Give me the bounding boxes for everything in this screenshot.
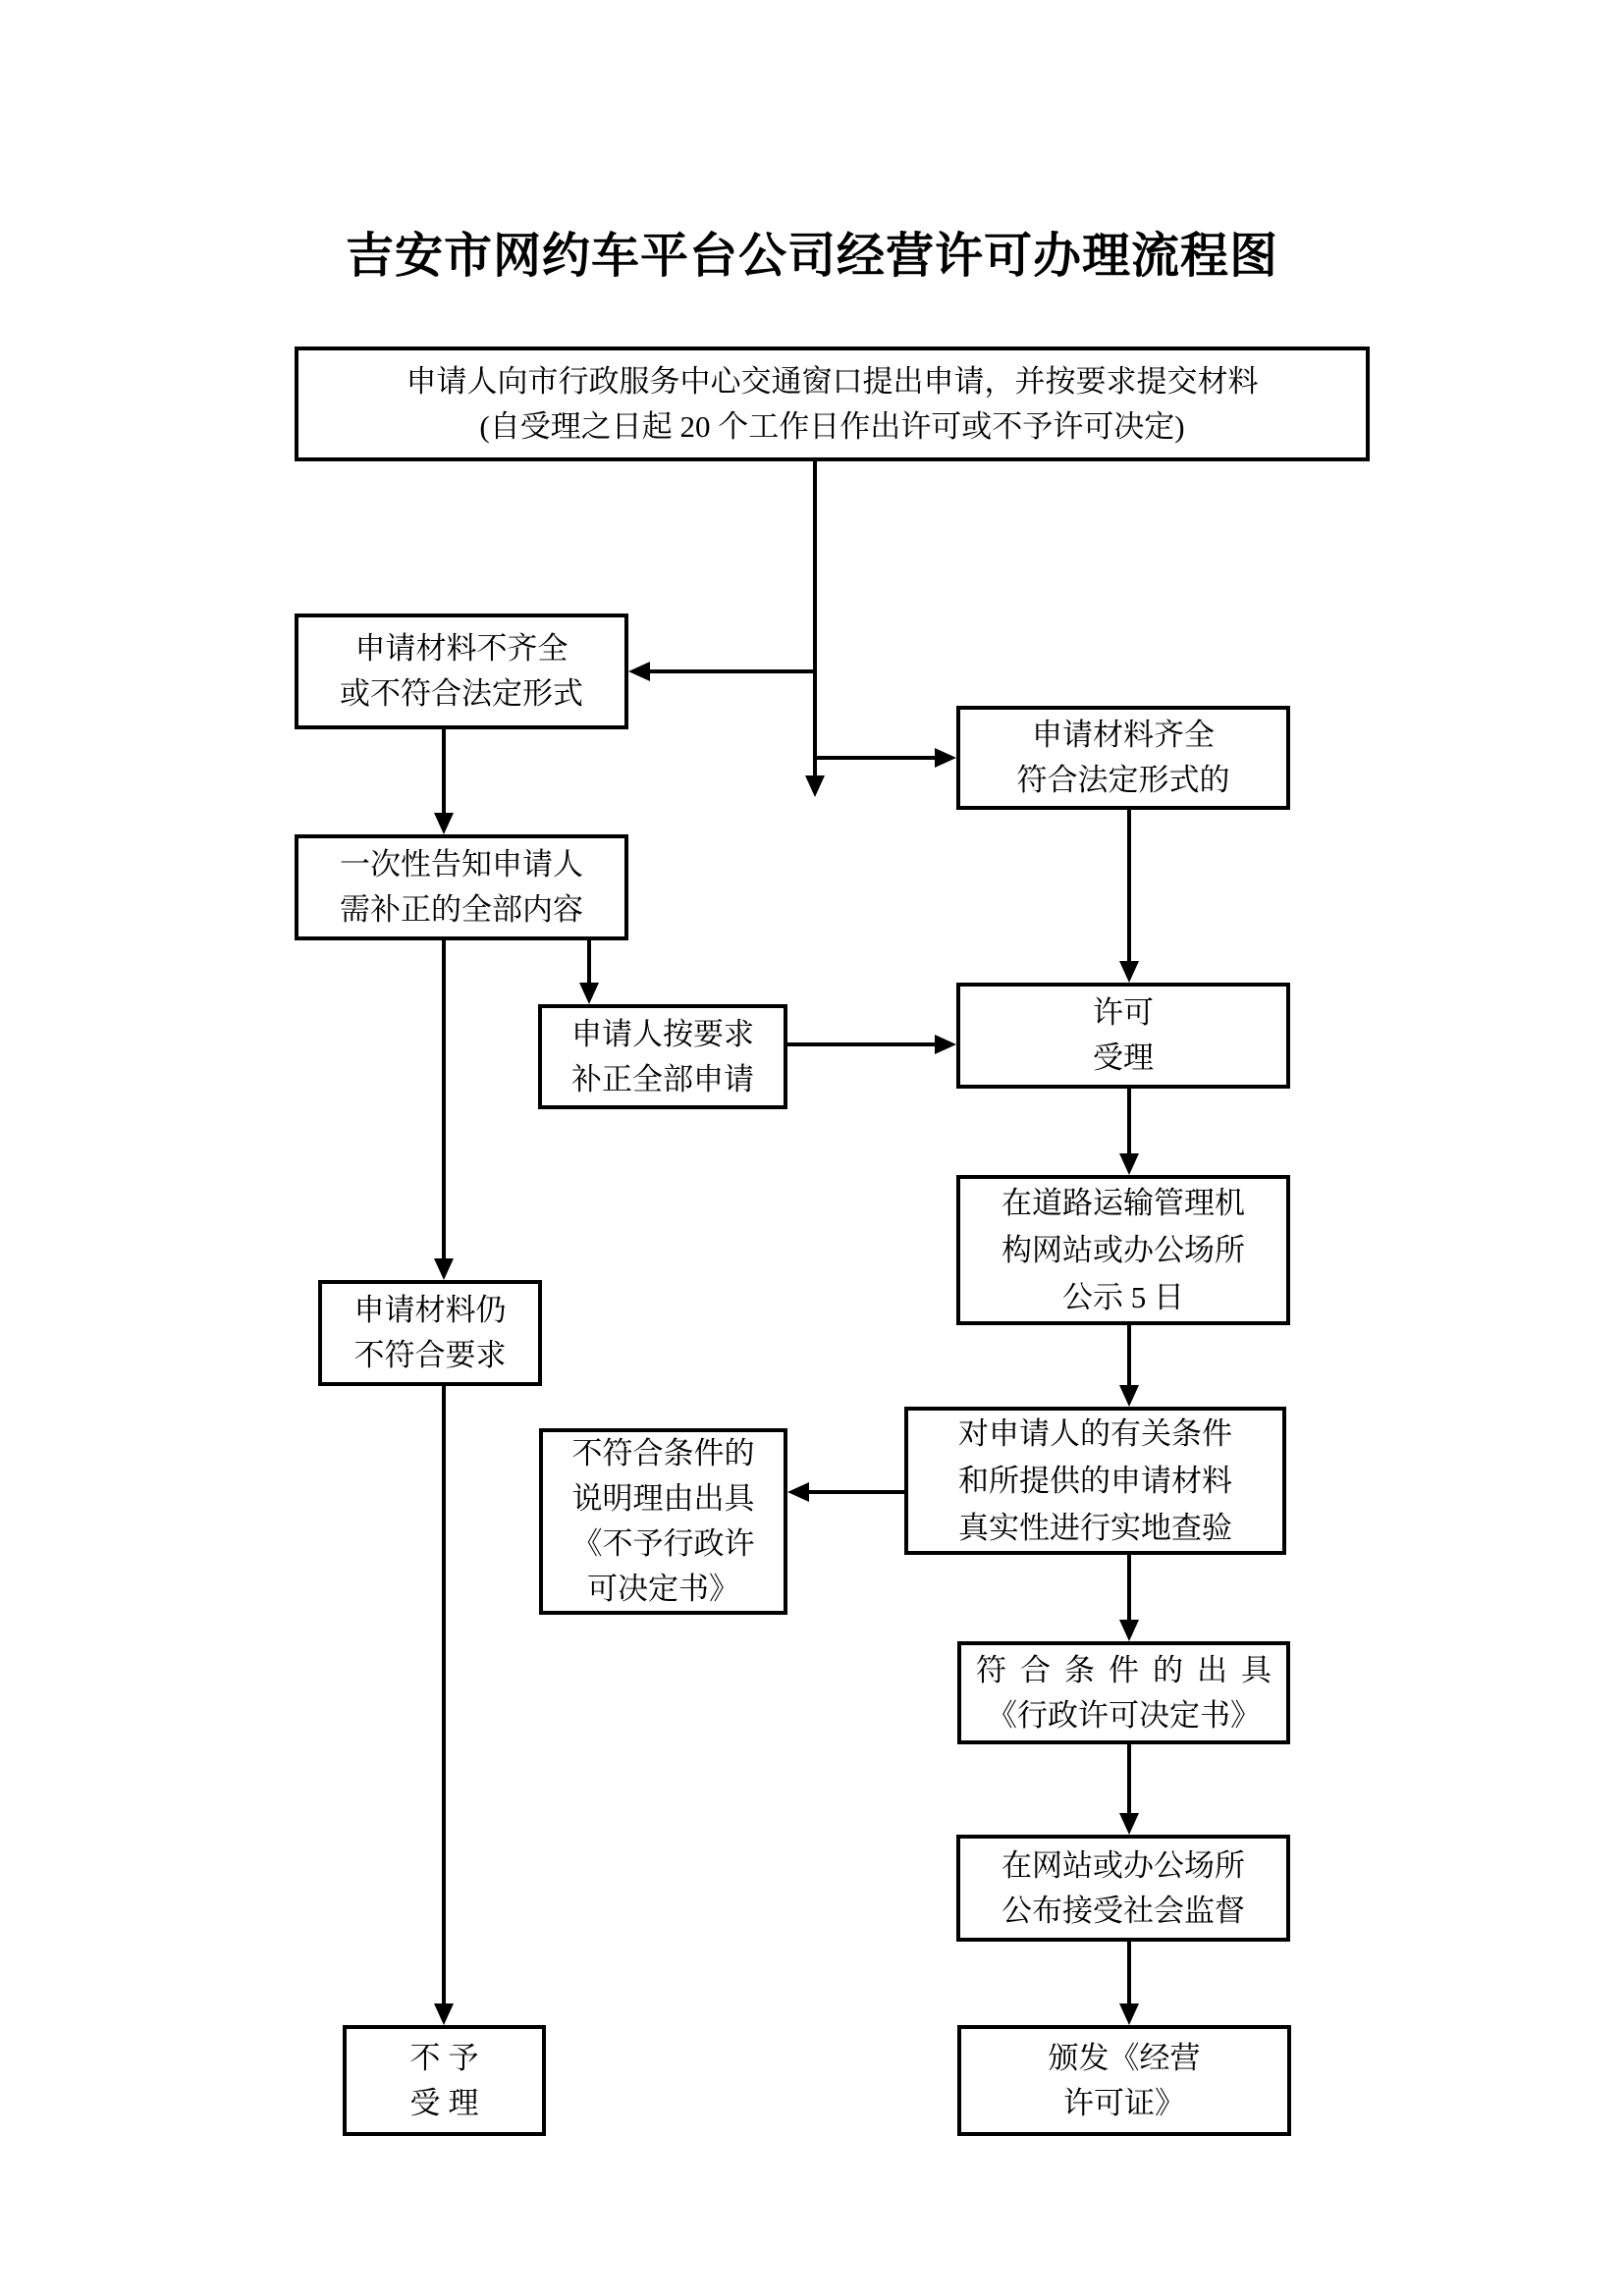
arrowhead-right-accept-icon xyxy=(935,1035,956,1054)
node-notify-corrections xyxy=(295,834,628,940)
node-text-line: 构网站或办公场所 xyxy=(1001,1232,1245,1267)
node-text-line: 或不符合法定形式 xyxy=(340,676,583,711)
node-text-line: 申请材料仍 xyxy=(353,1293,507,1327)
node-text-line: 在道路运输管理机 xyxy=(1001,1185,1245,1220)
node-text-line: 需补正的全部内容 xyxy=(340,892,583,927)
connector-correct-accept xyxy=(787,1042,937,1046)
node-text-line: 不符合要求 xyxy=(353,1338,507,1372)
node-text-line: 真实性进行实地查验 xyxy=(958,1510,1232,1545)
node-text-line: 申请材料不齐全 xyxy=(354,631,568,666)
node-rejection-document xyxy=(539,1428,787,1615)
node-materials-incomplete xyxy=(295,614,628,729)
arrowhead-down-approve-icon xyxy=(1119,1620,1139,1641)
connector-verify-approve xyxy=(1127,1555,1131,1620)
connector-incomplete-notify xyxy=(442,729,446,813)
node-text-line: 在网站或办公场所 xyxy=(1001,1847,1245,1883)
node-text-line: 不符合条件的 xyxy=(571,1436,755,1470)
node-field-verification xyxy=(904,1407,1286,1555)
arrowhead-down-accept-icon xyxy=(1119,961,1139,983)
connector-branch-left xyxy=(648,669,815,673)
arrowhead-down-issue-icon xyxy=(1119,2003,1139,2025)
connector-branch-right xyxy=(813,756,937,760)
node-approval-document xyxy=(957,1641,1290,1744)
arrowhead-down-publicize-icon xyxy=(1119,1153,1139,1175)
node-materials-complete xyxy=(956,706,1290,810)
connector-approve-announce xyxy=(1127,1744,1131,1813)
node-applicant-corrects xyxy=(538,1004,787,1109)
connector-accept-publicize xyxy=(1127,1089,1131,1153)
arrowhead-down-stillinvalid-icon xyxy=(434,1258,454,1280)
node-text-line: 对申请人的有关条件 xyxy=(958,1415,1232,1451)
connector-stem-vertical xyxy=(813,461,817,775)
node-text-line: 许可 xyxy=(1093,995,1154,1030)
node-text-line: 不予 xyxy=(409,2040,487,2075)
node-text-line: 受理 xyxy=(409,2085,487,2120)
arrowhead-down-verify-icon xyxy=(1119,1385,1139,1407)
node-not-accepted xyxy=(343,2025,546,2136)
arrowhead-left-incomplete-icon xyxy=(628,662,650,681)
node-text-line: 《不予行政许 xyxy=(571,1526,755,1561)
arrowhead-right-complete-icon xyxy=(935,748,956,768)
arrowhead-down-notaccepted-icon xyxy=(434,2003,454,2025)
node-text-line: 符合法定形式的 xyxy=(1016,763,1230,797)
node-public-notice-5-days xyxy=(956,1175,1290,1325)
node-still-not-compliant xyxy=(318,1280,542,1386)
node-text-line: 申请材料齐全 xyxy=(1032,718,1215,752)
node-public-supervision xyxy=(956,1835,1290,1942)
node-text-line: 可决定书》 xyxy=(587,1572,739,1606)
node-text-line: 和所提供的申请材料 xyxy=(958,1463,1232,1498)
connector-complete-accept xyxy=(1127,810,1131,961)
arrowhead-down-announce-icon xyxy=(1119,1813,1139,1835)
node-text-line: 《行政许可决定书》 xyxy=(987,1697,1261,1733)
node-issue-license xyxy=(957,2025,1291,2136)
node-text-line: 申请人向市行政服务中心交通窗口提出申请，并按要求提交材料 xyxy=(406,363,1259,399)
connector-verify-reject xyxy=(807,1490,904,1494)
node-text-line: 补正全部申请 xyxy=(571,1061,754,1096)
node-text-line: 说明理由出具 xyxy=(571,1481,755,1516)
connector-announce-issue xyxy=(1127,1942,1131,2003)
node-license-accepted xyxy=(956,983,1290,1089)
connector-publicize-verify xyxy=(1127,1325,1131,1385)
node-submit-application xyxy=(295,347,1370,461)
connector-stillinvalid-notaccepted xyxy=(442,1386,446,2003)
node-text-line: 受理 xyxy=(1093,1041,1154,1075)
connector-notify-correct xyxy=(587,940,591,983)
page-title: 吉安市网约车平台公司经营许可办理流程图 xyxy=(345,230,1278,283)
arrowhead-left-reject-icon xyxy=(787,1482,809,1502)
node-text-line: 许可证》 xyxy=(1063,2085,1185,2120)
connector-notify-stillinvalid xyxy=(442,940,446,1258)
node-text-line: 申请人按要求 xyxy=(571,1016,754,1051)
arrowhead-down-notify-icon xyxy=(434,813,454,834)
arrowhead-down-stem-icon xyxy=(805,775,825,797)
node-text-line: 颁发《经营 xyxy=(1048,2040,1201,2075)
node-text-line: 一次性告知申请人 xyxy=(340,847,583,881)
node-text-line: 公示 5 日 xyxy=(1062,1279,1184,1314)
node-text-line: 符合条件的出具 xyxy=(976,1652,1285,1687)
node-text-line: (自受理之日起 20 个工作日作出许可或不予许可决定) xyxy=(479,408,1185,444)
arrowhead-down-correct-icon xyxy=(579,983,599,1004)
node-text-line: 公布接受社会监督 xyxy=(1001,1893,1245,1928)
